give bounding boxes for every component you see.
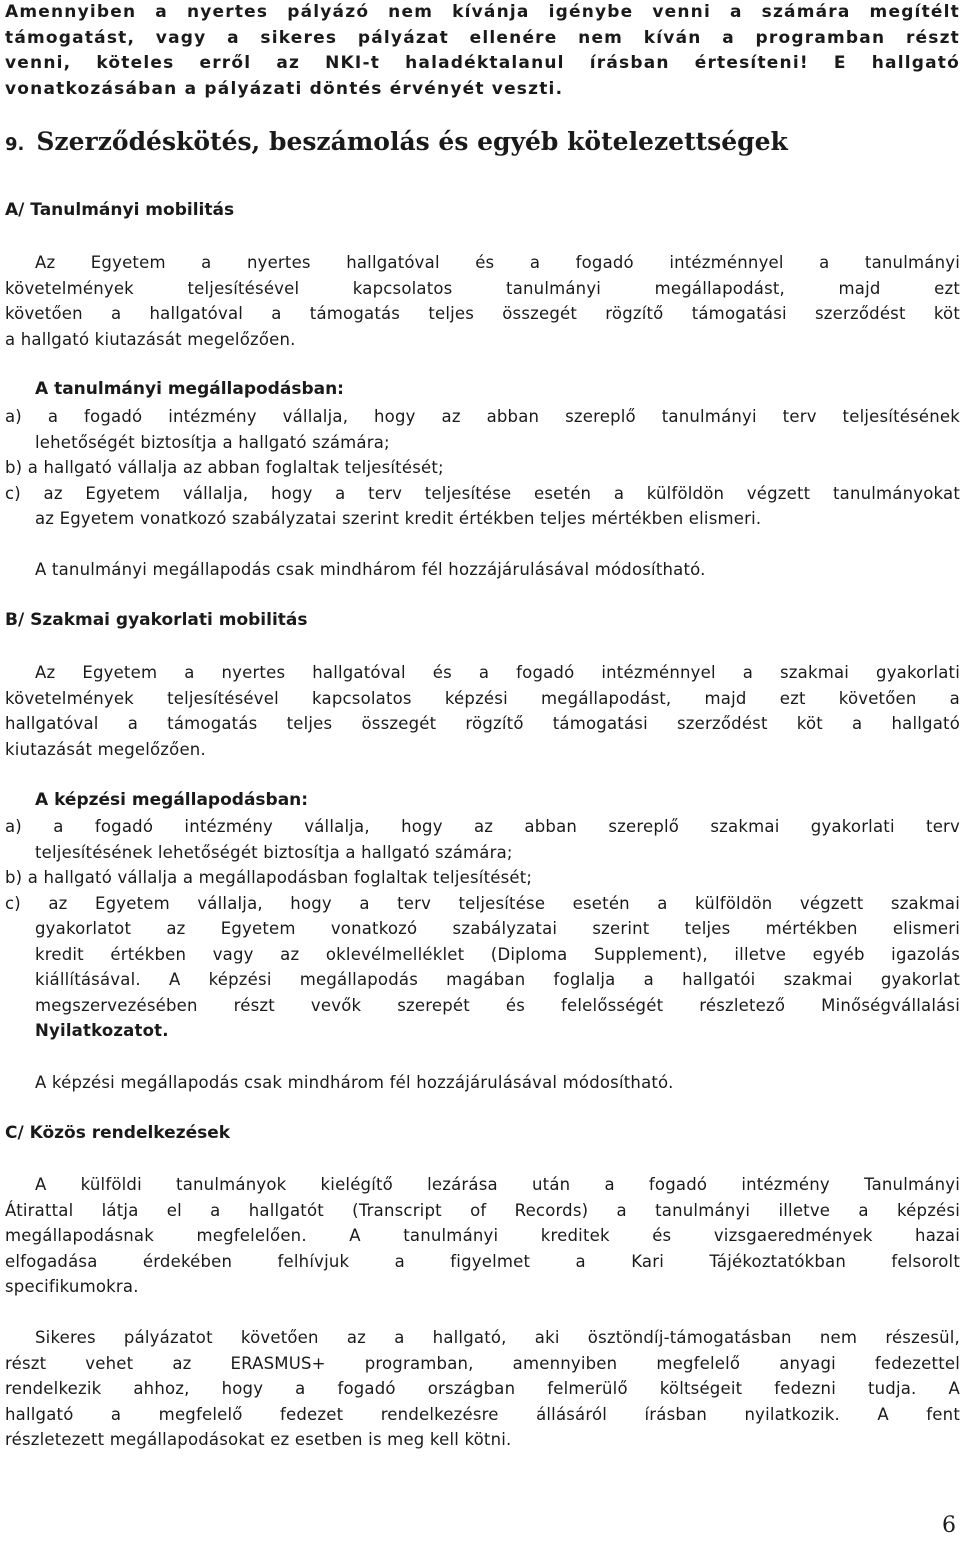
intro-line: vonatkozásában a pályázati döntés érvényét veszti.	[5, 78, 564, 99]
list-item-continuation: teljesítésének lehetőségét biztosítja a hallgató számára;	[35, 842, 513, 862]
page-number: 6	[942, 1513, 956, 1538]
text-line: a hallgató kiutazását megelőzően.	[5, 329, 296, 349]
intro-paragraph	[5, 0, 960, 102]
section-heading	[5, 126, 788, 161]
list-item: a) a fogadó intézmény vállalja, hogy az abban szereplő tanulmányi terv teljesítésének	[5, 407, 960, 426]
list-item-continuation: lehetőségét biztosítja a hallgató számára;	[35, 432, 390, 452]
text-line: Az Egyetem a nyertes hallgatóval és a fogadó intézménnyel a szakmai gyakorlati	[35, 663, 960, 682]
part-a-paragraph	[5, 250, 960, 352]
text-line: kiutazását megelőzően.	[5, 739, 206, 759]
list-item-continuation: kiállításával. A képzési megállapodás magában foglalja a hallgatói szakmai gyakorlat	[35, 970, 960, 989]
part-b-list	[5, 814, 960, 1044]
list-item-continuation: megszervezésében részt vevők szerepét és felelősségét részletező Minőségvállalási	[35, 995, 960, 1015]
text-line: követelmények teljesítésével kapcsolatos tanulmányi megállapodást, majd ezt	[5, 278, 960, 298]
text-line: hallgató a megfelelő fedezet rendelkezésre állásáról írásban nyilatkozik. A fent	[5, 1404, 960, 1424]
text-line: Az Egyetem a nyertes hallgatóval és a fogadó intézménnyel a tanulmányi	[35, 253, 960, 272]
part-c-paragraph-1	[5, 1172, 960, 1300]
part-b-heading: B/ Szakmai gyakorlati mobilitás	[5, 610, 308, 630]
text-line: megállapodásnak megfelelően. A tanulmányi kreditek és vizsgaeredmények hazai	[5, 1226, 960, 1245]
intro-line: Amennyiben a nyertes pályázó nem kívánja igénybe venni a számára megítélt	[5, 2, 960, 22]
part-b-closing	[5, 1070, 960, 1096]
list-item: a) a fogadó intézmény vállalja, hogy az abban szereplő szakmai gyakorlati terv	[5, 817, 960, 836]
text-line: követelmények teljesítésével kapcsolatos képzési megállapodást, majd ezt követően a	[5, 688, 960, 708]
part-c-heading: C/ Közös rendelkezések	[5, 1123, 231, 1143]
part-c-paragraph-2	[5, 1325, 960, 1453]
part-a-heading: A/ Tanulmányi mobilitás	[5, 200, 235, 220]
text-line: A tanulmányi megállapodás csak mindhárom fél hozzájárulásával módosítható.	[35, 560, 706, 579]
list-item: b) a hallgató vállalja a megállapodásban foglaltak teljesítését;	[5, 868, 533, 887]
text-line: elfogadása érdekében felhívjuk a figyelmet a Kari Tájékoztatókban felsorolt	[5, 1251, 960, 1271]
list-item-continuation: kredit értékben vagy az oklevélmelléklet (Diploma Supplement), illetve egyéb igazolás	[35, 944, 960, 964]
text-line: követően a hallgatóval a támogatás teljes összegét rögzítő támogatási szerződést köt	[5, 304, 960, 323]
text-line: specifikumokra.	[5, 1277, 139, 1296]
text-line: hallgatóval a támogatás teljes összegét rögzítő támogatási szerződést köt a hallgató	[5, 714, 960, 733]
part-b-subheading: A képzési megállapodásban:	[35, 790, 309, 810]
text-line: Átirattal látja el a hallgatót (Transcript of Records) a tanulmányi illetve a képzési	[5, 1200, 960, 1220]
text-line: A képzési megállapodás csak mindhárom fél hozzájárulásával módosítható.	[35, 1073, 674, 1092]
section-title: Szerződéskötés, beszámolás és egyéb kötelezettségek	[36, 127, 788, 156]
list-item: b) a hallgató vállalja az abban foglaltak teljesítését;	[5, 458, 444, 477]
list-item-continuation: Nyilatkozatot.	[35, 1021, 169, 1040]
section-number: 9.	[5, 134, 25, 155]
text-line: részt vehet az ERASMUS+ programban, amennyiben megfelelő anyagi fedezettel	[5, 1353, 960, 1373]
part-a-subheading: A tanulmányi megállapodásban:	[35, 379, 344, 399]
text-line: Sikeres pályázatot követően az a hallgató, aki ösztöndíj-támogatásban nem részesül,	[35, 1328, 960, 1347]
text-line: rendelkezik ahhoz, hogy a fogadó országban felmerülő költségeit fedezni tudja. A	[5, 1379, 960, 1398]
list-item: c) az Egyetem vállalja, hogy a terv teljesítése esetén a külföldön végzett szakmai	[5, 893, 960, 913]
list-item: c) az Egyetem vállalja, hogy a terv teljesítése esetén a külföldön végzett tanulmányokat	[5, 483, 960, 503]
part-a-closing	[5, 557, 960, 583]
part-b-paragraph	[5, 660, 960, 762]
intro-line: venni, köteles erről az NKI-t haladéktalanul írásban értesíteni! E hallgató	[5, 53, 960, 73]
part-a-list	[5, 404, 960, 532]
text-line: részletezett megállapodásokat ez esetben is meg kell kötni.	[5, 1430, 512, 1449]
list-item-continuation: az Egyetem vonatkozó szabályzatai szerint kredit értékben teljes mértékben elismeri.	[35, 509, 762, 528]
list-item-continuation: gyakorlatot az Egyetem vonatkozó szabályzatai szerint teljes mértékben elismeri	[35, 919, 960, 938]
intro-line: támogatást, vagy a sikeres pályázat ellenére nem kíván a programban részt	[5, 27, 960, 48]
text-line: A külföldi tanulmányok kielégítő lezárása után a fogadó intézmény Tanulmányi	[35, 1175, 960, 1194]
